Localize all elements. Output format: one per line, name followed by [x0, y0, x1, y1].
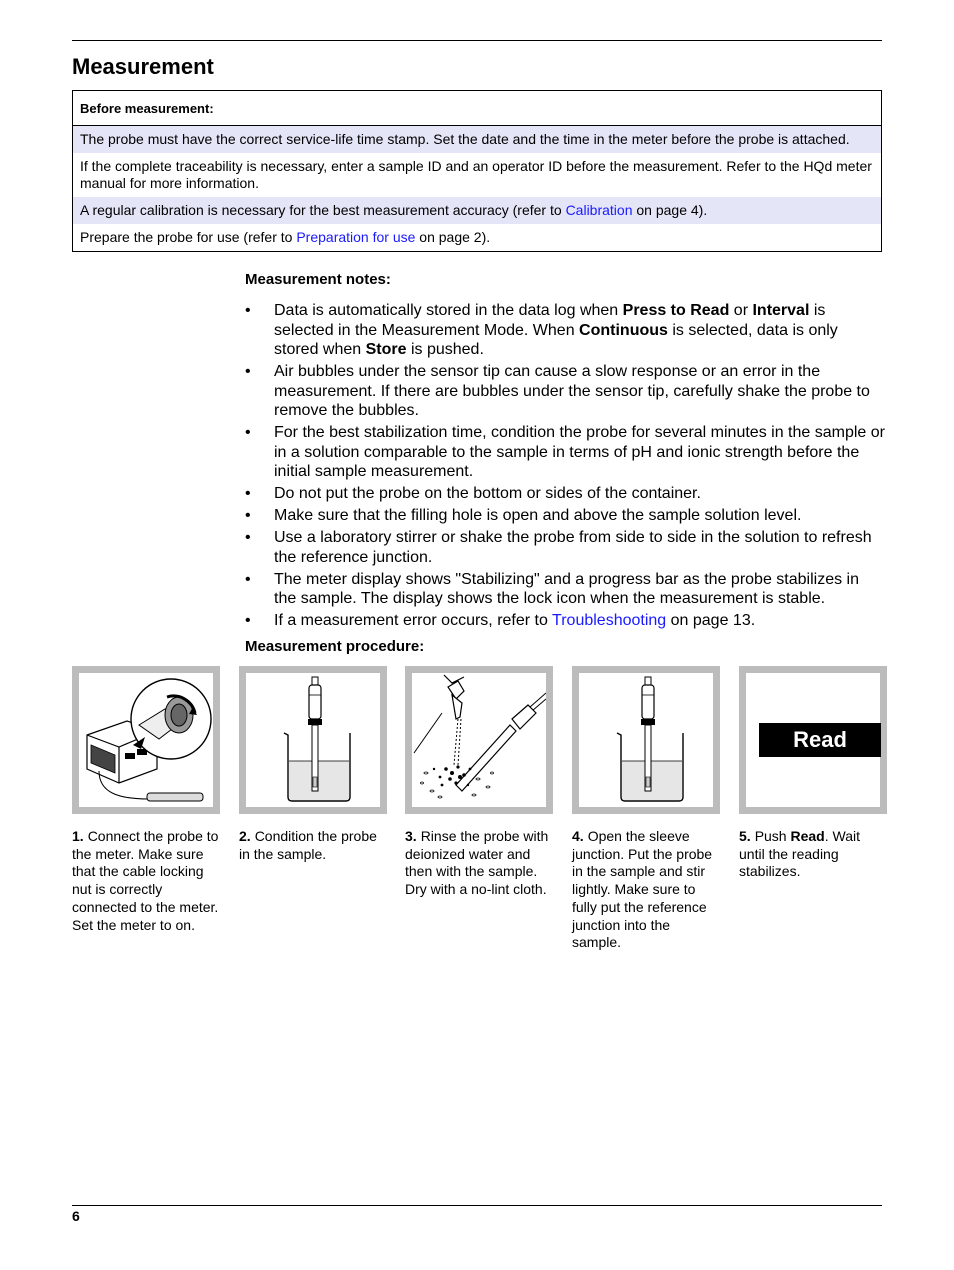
notes-heading: Measurement notes: — [245, 271, 391, 288]
before-row-1: The probe must have the correct service-life time stamp. Set the date and the time in the meter before the probe is attached. — [73, 126, 881, 153]
notes-list — [245, 301, 885, 633]
rinse-probe-illustration — [412, 673, 546, 807]
beaker-sample-illustration — [579, 673, 713, 807]
bullet: • — [245, 507, 251, 524]
step-2: 2. Condition the probe in the sample. — [239, 828, 377, 862]
figure-read-button — [739, 666, 887, 814]
step-1: 1. Connect the probe to the meter. Make sure that the cable locking nut is correctly connected to the meter. Set the meter to on. — [72, 828, 219, 933]
list-item: • Make sure that the filling hole is open and above the sample solution level. — [245, 507, 802, 524]
before-row-3: A regular calibration is necessary for the best measurement accuracy (refer to Calibration on page 4). — [73, 197, 881, 224]
list-item: • The meter display shows "Stabilizing" and a progress bar as the probe stabilizes in the sample. The display shows the lock icon when the measurement is stable. — [245, 570, 859, 607]
list-item: • Air bubbles under the sensor tip can cause a slow response or an error in the measurement. If there are bubbles under the sensor tip, carefully shake the probe to remove the bubbles. — [245, 363, 870, 419]
before-row-4: Prepare the probe for use (refer to Preparation for use on page 2). — [80, 229, 491, 245]
figure-connect-probe — [72, 666, 220, 814]
list-item: • Data is automatically stored in the data log when Press to Read or Interval is selected in the Measurement Mode. When Continuous is selected, data is only stored when Store is pushed. — [245, 302, 838, 358]
list-item: • Do not put the probe on the bottom or sides of the container. — [245, 485, 701, 502]
list-item: • If a measurement error occurs, refer to Troubleshooting on page 13. — [245, 612, 756, 629]
figure-rinse-probe — [405, 666, 553, 814]
page-title: Measurement — [72, 54, 214, 79]
bullet: • — [245, 424, 251, 441]
bullet: • — [245, 302, 251, 319]
figure-condition-probe — [239, 666, 387, 814]
before-measurement-heading: Before measurement: — [73, 91, 881, 126]
bullet: • — [245, 612, 251, 629]
before-row-2: If the complete traceability is necessary, enter a sample ID and an operator ID before the measurement. Refer to the HQd meter manual for more information. — [80, 158, 872, 191]
top-rule — [72, 40, 882, 41]
bullet: • — [245, 363, 251, 380]
step-3: 3. Rinse the probe with deionized water and then with the sample. Dry with a no-lint cloth. — [405, 828, 549, 898]
step-5: 5. Push Read. Wait until the reading stabilizes. — [739, 828, 860, 880]
figure-probe-in-sample — [572, 666, 720, 814]
procedure-heading: Measurement procedure: — [245, 638, 425, 655]
troubleshooting-link[interactable]: Troubleshooting — [552, 612, 667, 629]
meter-connect-illustration — [79, 673, 213, 807]
read-key-graphic: Read — [759, 723, 881, 757]
bullet: • — [245, 570, 251, 588]
calibration-link[interactable]: Calibration — [565, 202, 633, 218]
list-item: • For the best stabilization time, condition the probe for several minutes in the sample or in a solution comparable to the sample in terms of pH and ionic strength before the initial sample measurement. — [245, 424, 885, 480]
bullet: • — [245, 529, 251, 546]
bullet: • — [245, 485, 251, 502]
page-number: 6 — [72, 1208, 80, 1224]
list-item: • Use a laboratory stirrer or shake the probe from side to side in the solution to refresh the reference junction. — [245, 529, 872, 566]
before-measurement-table — [72, 90, 882, 252]
bottom-rule — [72, 1205, 882, 1206]
preparation-link[interactable]: Preparation for use — [296, 229, 416, 245]
beaker-probe-illustration — [246, 673, 380, 807]
step-4: 4. Open the sleeve junction. Put the probe in the sample and stir lightly. Make sure to fully put the reference junction into the sample. — [572, 828, 713, 951]
